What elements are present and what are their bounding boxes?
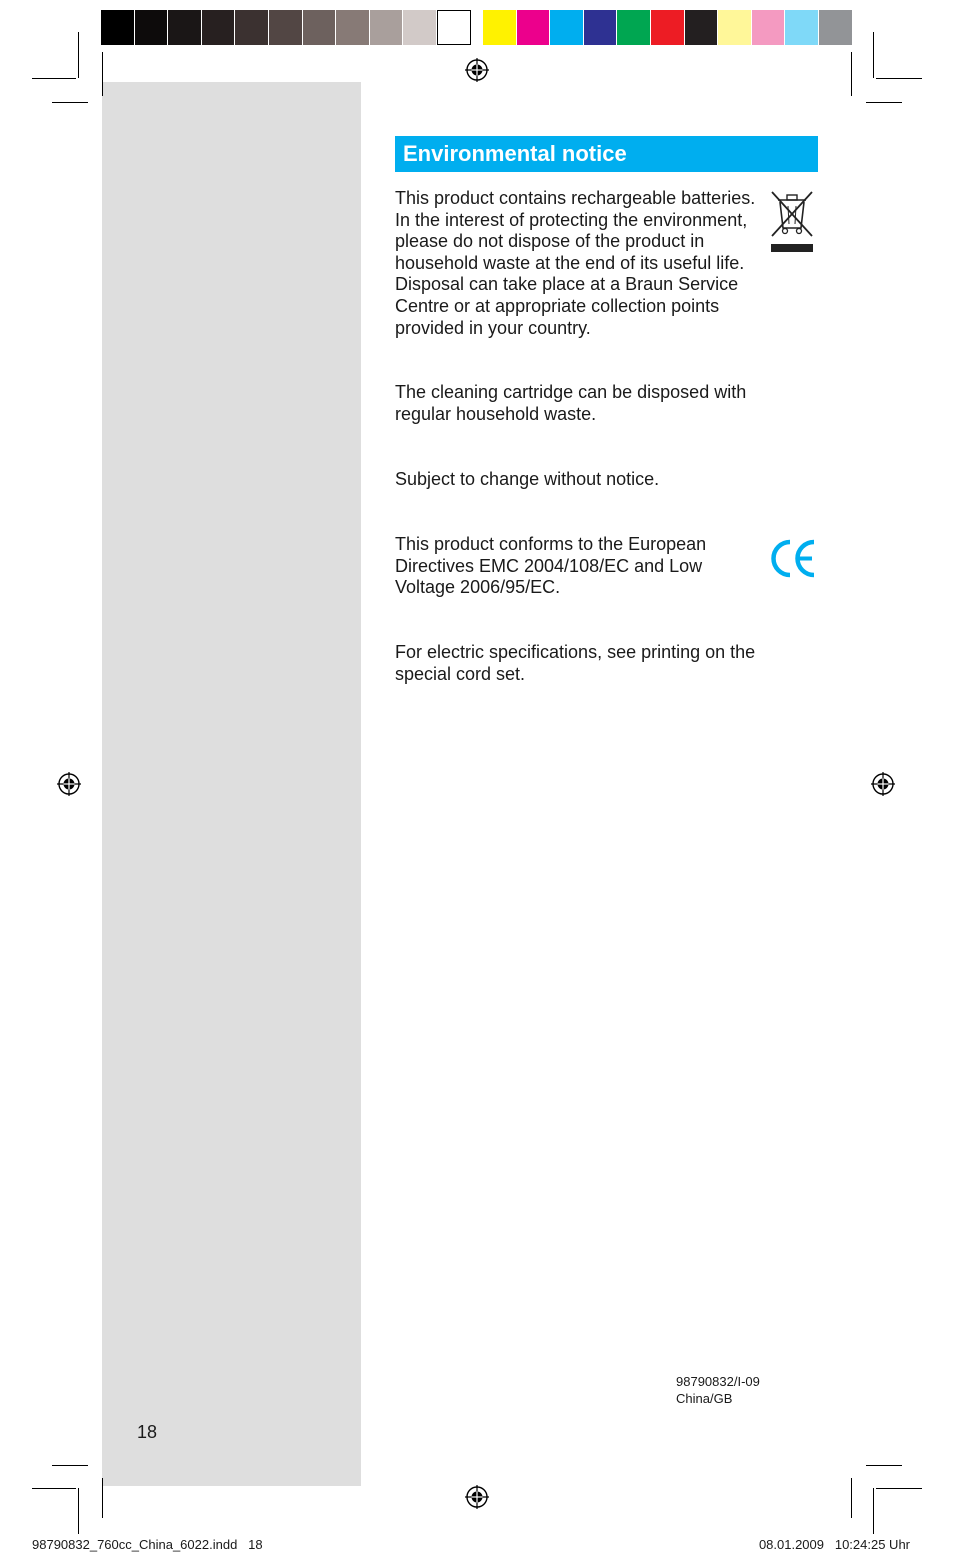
electric-specifications-paragraph: For electric specifications, see printing on the special cord set. — [395, 642, 756, 684]
section-heading — [395, 136, 818, 172]
crop-mark — [873, 1488, 874, 1534]
change-notice-paragraph: Subject to change without notice. — [395, 469, 660, 489]
document-code — [676, 1373, 760, 1407]
footer-date-time: 08.01.2009 10:24:25 Uhr — [758, 1537, 910, 1552]
color-bar-grayscale — [101, 10, 471, 45]
crop-mark — [32, 78, 76, 79]
color-swatch — [101, 10, 135, 45]
crossed-out-wheelie-bin-icon — [768, 188, 816, 256]
color-swatch — [517, 10, 551, 45]
color-swatch — [752, 10, 786, 45]
crop-mark — [876, 78, 922, 79]
registration-mark-icon — [57, 772, 81, 796]
cleaning-cartridge-paragraph: The cleaning cartridge can be disposed with regular household waste. — [395, 382, 747, 424]
registration-mark-icon — [871, 772, 895, 796]
crop-mark — [102, 52, 103, 96]
color-swatch — [168, 10, 202, 45]
color-swatch — [336, 10, 370, 45]
crop-mark — [32, 1488, 76, 1489]
crop-mark — [873, 32, 874, 78]
crop-mark — [78, 32, 79, 78]
document-region: China/GB — [676, 1391, 733, 1406]
color-swatch — [584, 10, 618, 45]
crop-mark — [102, 1478, 103, 1518]
ce-conformity-paragraph: This product conforms to the European Directives EMC 2004/108/EC and Low Voltage 2006/95/EC. — [395, 534, 707, 598]
color-swatch — [403, 10, 437, 45]
color-swatch — [135, 10, 169, 45]
color-swatch — [785, 10, 819, 45]
color-bar-process — [483, 10, 853, 45]
crop-mark — [78, 1488, 79, 1534]
ce-mark-icon — [769, 537, 818, 580]
color-swatch — [685, 10, 719, 45]
crop-mark — [851, 1478, 852, 1518]
section-heading-text: Environmental notice — [403, 141, 627, 166]
color-swatch — [202, 10, 236, 45]
page-number: 18 — [137, 1422, 158, 1442]
color-swatch — [819, 10, 853, 45]
color-swatch — [269, 10, 303, 45]
color-swatch — [437, 10, 471, 45]
crop-mark — [876, 1488, 922, 1489]
color-swatch — [718, 10, 752, 45]
crop-mark — [866, 102, 902, 103]
color-swatch — [370, 10, 404, 45]
crop-mark — [866, 1465, 902, 1466]
footer-file-name: 98790832_760cc_China_6022.indd 18 — [32, 1537, 263, 1552]
battery-disposal-paragraph: This product contains rechargeable batteries. In the interest of protecting the environment, please do not dispose of the product in household waste at the end of its useful life. Disposal can take place at a Braun Service Centre or at appropriate collection points provided in your country. — [395, 188, 756, 338]
color-swatch — [651, 10, 685, 45]
crop-mark — [52, 1465, 88, 1466]
document-number: 98790832/I-09 — [676, 1374, 760, 1389]
color-swatch — [303, 10, 337, 45]
registration-mark-icon — [465, 58, 489, 82]
color-swatch — [483, 10, 517, 45]
color-swatch — [550, 10, 584, 45]
color-swatch — [617, 10, 651, 45]
crop-mark — [52, 102, 88, 103]
registration-mark-icon — [465, 1485, 489, 1509]
grey-side-panel — [102, 82, 361, 1486]
crop-mark — [851, 52, 852, 96]
color-swatch — [235, 10, 269, 45]
